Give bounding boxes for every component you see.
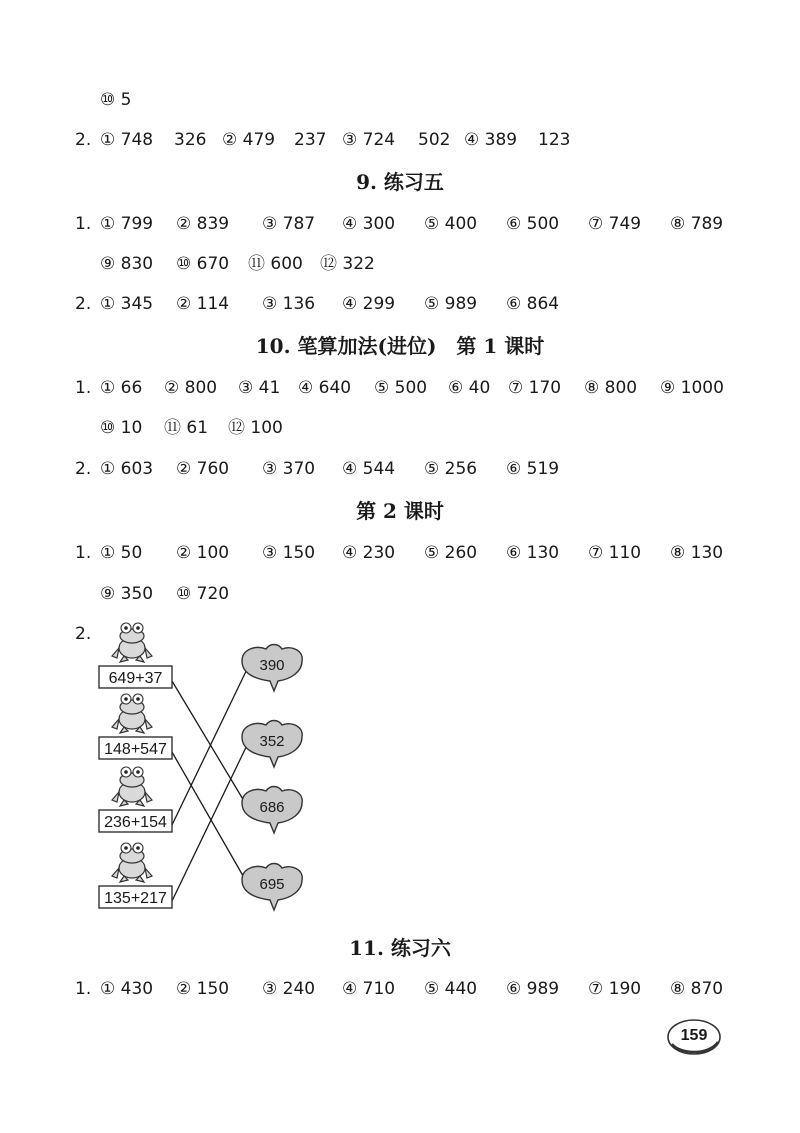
answer-item: ⑤ 400 <box>424 214 478 234</box>
heading-part: 9. 练习五 <box>356 170 444 194</box>
match-line <box>172 663 250 825</box>
answer-item: ⑧ 130 <box>670 543 724 563</box>
answer-item: ③ 150 <box>262 543 316 563</box>
answer-item: 237 <box>294 130 327 150</box>
answer-item: ⑨ 1000 <box>660 378 724 398</box>
question-number: 2. <box>75 459 92 479</box>
answer-item: ⑫ 100 <box>228 418 283 438</box>
answer-item: ① 50 <box>100 543 143 563</box>
result-leaf <box>242 787 302 834</box>
page-number: 159 <box>680 1027 708 1044</box>
expression-card <box>99 623 172 688</box>
answer-item: ⑪ 61 <box>164 418 209 438</box>
answer-item: ② 114 <box>176 294 230 314</box>
result-leaf <box>242 645 302 692</box>
result-text: 390 <box>259 657 285 674</box>
result-leaf <box>242 864 302 911</box>
result-leaf <box>242 721 302 768</box>
page-number-badge <box>666 1016 722 1056</box>
answer-item: ⑧ 789 <box>670 214 724 234</box>
match-line <box>172 739 250 901</box>
answer-item: ⑩ 10 <box>100 418 143 438</box>
match-line <box>172 681 250 811</box>
answer-item: ⑥ 130 <box>506 543 560 563</box>
answer-item: ② 760 <box>176 459 230 479</box>
answer-item: ② 479 <box>222 130 276 150</box>
answer-item: ⑩ 5 <box>100 90 132 110</box>
heading-part: 第 2 课时 <box>356 499 444 523</box>
question-number: 2. <box>75 130 92 150</box>
answer-item: ③ 370 <box>262 459 316 479</box>
answer-item: ④ 299 <box>342 294 396 314</box>
heading-part: 第 1 课时 <box>456 334 545 358</box>
answer-item: ⑩ 720 <box>176 584 230 604</box>
result-text: 695 <box>259 876 285 893</box>
frog-icon <box>112 694 152 733</box>
answer-item: ① 66 <box>100 378 143 398</box>
answer-item: ⑩ 670 <box>176 254 230 274</box>
expression-card <box>99 767 172 832</box>
answer-item: ⑤ 989 <box>424 294 478 314</box>
answer-item: ① 603 <box>100 459 154 479</box>
question-number: 2. <box>75 294 92 314</box>
expression-text: 148+547 <box>104 741 167 758</box>
answer-item: ③ 240 <box>262 979 316 999</box>
answer-item: ④ 389 <box>464 130 518 150</box>
answer-item: ⑨ 830 <box>100 254 154 274</box>
answer-item: ⑦ 110 <box>588 543 642 563</box>
answer-item: ⑤ 256 <box>424 459 478 479</box>
answer-item: ⑥ 40 <box>448 378 491 398</box>
expression-text: 236+154 <box>104 814 167 831</box>
answer-item: ③ 136 <box>262 294 316 314</box>
answer-item: ③ 724 <box>342 130 396 150</box>
answer-item: ③ 41 <box>238 378 281 398</box>
result-column <box>242 645 302 911</box>
question-number: 1. <box>75 543 92 563</box>
question-number: 1. <box>75 214 92 234</box>
expression-card <box>99 843 172 908</box>
answer-item: ⑧ 870 <box>670 979 724 999</box>
answer-item: ⑦ 170 <box>508 378 562 398</box>
question-number: 2. <box>75 624 92 644</box>
answer-item: ④ 230 <box>342 543 396 563</box>
heading-part: 10. 笔算加法(进位) <box>255 334 437 358</box>
frog-icon <box>112 623 152 662</box>
answer-item: ⑤ 440 <box>424 979 478 999</box>
question-number: 1. <box>75 378 92 398</box>
expression-text: 135+217 <box>104 890 167 907</box>
answer-item: ⑦ 749 <box>588 214 642 234</box>
answer-item: ⑧ 800 <box>584 378 638 398</box>
answer-item: 123 <box>538 130 571 150</box>
answer-item: ⑤ 260 <box>424 543 478 563</box>
answer-item: ② 150 <box>176 979 230 999</box>
answer-item: ① 345 <box>100 294 154 314</box>
answer-item: ② 100 <box>176 543 230 563</box>
answer-item: ⑥ 989 <box>506 979 560 999</box>
answer-item: ⑥ 519 <box>506 459 560 479</box>
answer-item: ① 430 <box>100 979 154 999</box>
expression-column <box>99 623 172 908</box>
answer-item: ② 839 <box>176 214 230 234</box>
frog-icon <box>112 767 152 806</box>
heading-part: 11. 练习六 <box>349 936 451 960</box>
result-text: 352 <box>259 733 285 750</box>
answer-item: ③ 787 <box>262 214 316 234</box>
answer-item: ② 800 <box>164 378 218 398</box>
answer-item: 326 <box>174 130 207 150</box>
answer-item: ⑤ 500 <box>374 378 428 398</box>
answer-item: ⑥ 500 <box>506 214 560 234</box>
answer-item: ④ 544 <box>342 459 396 479</box>
answer-item: ⑪ 600 <box>248 254 303 274</box>
expression-card <box>99 694 172 759</box>
question-number: 1. <box>75 979 92 999</box>
answer-item: ④ 710 <box>342 979 396 999</box>
result-text: 686 <box>259 799 285 816</box>
answer-item: ④ 640 <box>298 378 352 398</box>
answer-item: ⑦ 190 <box>588 979 642 999</box>
frog-icon <box>112 843 152 882</box>
answer-item: ① 799 <box>100 214 154 234</box>
expression-text: 649+37 <box>108 670 163 687</box>
answer-item: ⑨ 350 <box>100 584 154 604</box>
answer-item: ⑥ 864 <box>506 294 560 314</box>
answer-item: 502 <box>418 130 451 150</box>
answer-item: ⑫ 322 <box>320 254 375 274</box>
matching-links <box>172 663 250 901</box>
answer-item: ① 748 <box>100 130 154 150</box>
answer-item: ④ 300 <box>342 214 396 234</box>
